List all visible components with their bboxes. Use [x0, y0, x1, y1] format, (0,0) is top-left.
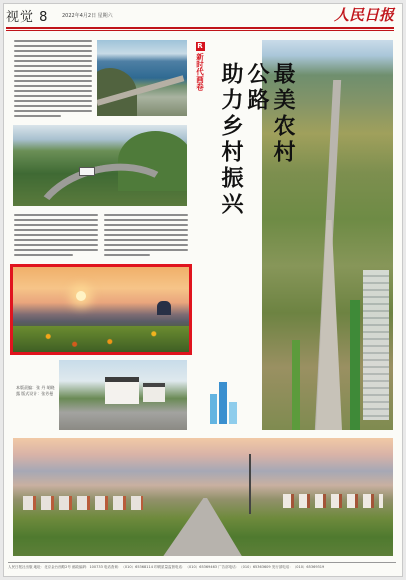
issue-date: 2022年4月2日 星期六 [62, 13, 113, 19]
town-houses-left [23, 496, 143, 510]
tower [249, 454, 251, 514]
header-rule [6, 27, 394, 29]
village-houses-photo [59, 360, 187, 430]
headline-line-1: 最美农村公路 [244, 62, 296, 166]
article-text-middle-left [14, 214, 98, 260]
credits: 本版责编：张 丹 胡晓露 版式设计：张芳曼 [16, 385, 55, 396]
footer-rule [8, 562, 396, 563]
town-houses-right [283, 494, 383, 508]
mountain-road-photo [13, 125, 187, 206]
column-badge [195, 42, 205, 91]
article-text-middle-right [104, 214, 188, 260]
pano-road [153, 498, 243, 556]
headline-line-2: 助力乡村振兴 [218, 62, 244, 218]
panorama-town-photo [13, 438, 393, 556]
deco-bar [229, 402, 237, 424]
decorative-bars-icon [210, 378, 238, 424]
footer-imprint: 人民日报社出版 地址：北京金台西路2号 邮政编码：100733 电话查询：（010）65368114 印刷质量监督电话：（010）65369463 广告部电话：（010）65363609 发行部电话：（010）65369319 [8, 565, 325, 569]
village-house [105, 377, 139, 404]
deco-bar [210, 394, 217, 424]
bus-on-road [79, 167, 95, 176]
newspaper-logo: 人民日报 [333, 6, 394, 24]
green-belt [350, 300, 360, 430]
masthead [6, 6, 394, 28]
header-rule-thin [6, 30, 394, 31]
selection-highlight-box [10, 264, 192, 355]
lake-photo [97, 40, 187, 116]
column-badge-text: 新时代画卷 [195, 53, 205, 91]
column-badge-letter: R [197, 42, 203, 50]
section-title: 视觉 8 [6, 10, 49, 25]
village-house-small [143, 383, 165, 402]
headline [218, 62, 296, 218]
greenhouses [363, 270, 389, 420]
deco-bar [219, 382, 227, 424]
article-text-top [14, 40, 92, 120]
green-belt-left [292, 340, 300, 430]
